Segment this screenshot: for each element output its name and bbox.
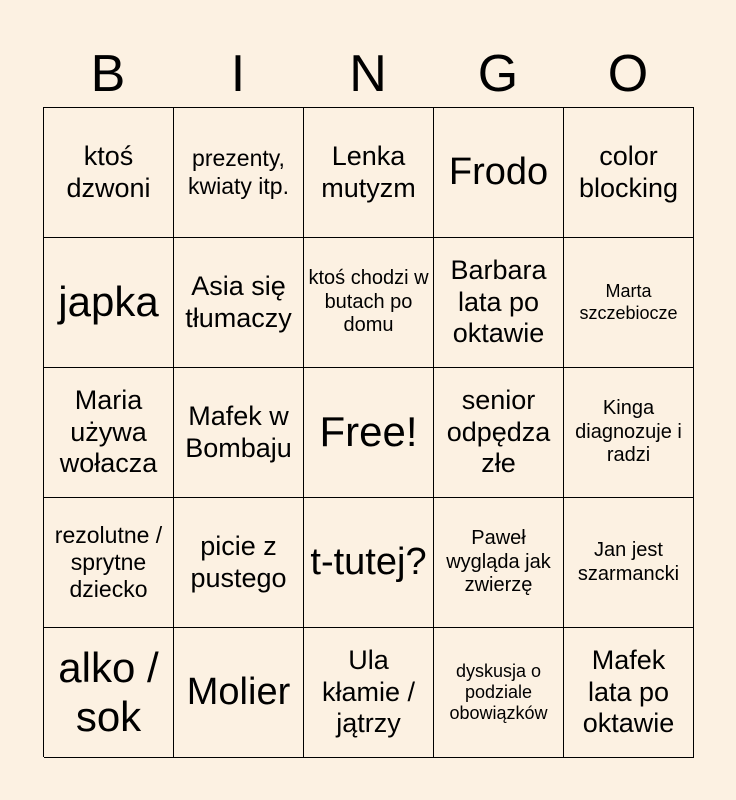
- bingo-cell-r1c2[interactable]: prezenty, kwiaty itp.: [174, 108, 304, 238]
- bingo-cell-r3c2[interactable]: Mafek w Bombaju: [174, 368, 304, 498]
- bingo-cell-r2c1[interactable]: japka: [44, 238, 174, 368]
- header-letter-g: G: [477, 45, 519, 103]
- bingo-cell-r1c4[interactable]: Frodo: [434, 108, 564, 238]
- bingo-cell-r1c5[interactable]: color blocking: [564, 108, 694, 238]
- bingo-cell-r4c4[interactable]: Paweł wygląda jak zwierzę: [434, 498, 564, 628]
- bingo-cell-r2c3[interactable]: ktoś chodzi w butach po domu: [304, 238, 434, 368]
- bingo-cell-r4c5[interactable]: Jan jest szarmancki: [564, 498, 694, 628]
- bingo-cell-r3c5[interactable]: Kinga diagnozuje i radzi: [564, 368, 694, 498]
- bingo-cell-r3c4[interactable]: senior odpędza złe: [434, 368, 564, 498]
- bingo-cell-r5c1[interactable]: alko / sok: [44, 628, 174, 758]
- bingo-cell-r5c4[interactable]: dyskusja o podziale obowiązków: [434, 628, 564, 758]
- bingo-cell-r2c2[interactable]: Asia się tłumaczy: [174, 238, 304, 368]
- bingo-cell-free[interactable]: Free!: [304, 368, 434, 498]
- header-letter-i: I: [230, 45, 246, 103]
- bingo-board: [43, 107, 694, 757]
- bingo-cell-r5c5[interactable]: Mafek lata po oktawie: [564, 628, 694, 758]
- bingo-header: [43, 40, 693, 108]
- bingo-cell-r2c5[interactable]: Marta szczebiocze: [564, 238, 694, 368]
- bingo-cell-r5c3[interactable]: Ula kłamie / jątrzy: [304, 628, 434, 758]
- bingo-cell-r4c1[interactable]: rezolutne / sprytne dziecko: [44, 498, 174, 628]
- bingo-cell-r1c3[interactable]: Lenka mutyzm: [304, 108, 434, 238]
- bingo-cell-r3c1[interactable]: Maria używa wołacza: [44, 368, 174, 498]
- bingo-cell-r5c2[interactable]: Molier: [174, 628, 304, 758]
- bingo-cell-r4c3[interactable]: t-tutej?: [304, 498, 434, 628]
- bingo-cell-r2c4[interactable]: Barbara lata po oktawie: [434, 238, 564, 368]
- header-letter-o: O: [607, 45, 649, 103]
- bingo-cell-r4c2[interactable]: picie z pustego: [174, 498, 304, 628]
- header-letter-b: B: [90, 45, 126, 103]
- bingo-cell-r1c1[interactable]: ktoś dzwoni: [44, 108, 174, 238]
- header-letter-n: N: [349, 45, 387, 103]
